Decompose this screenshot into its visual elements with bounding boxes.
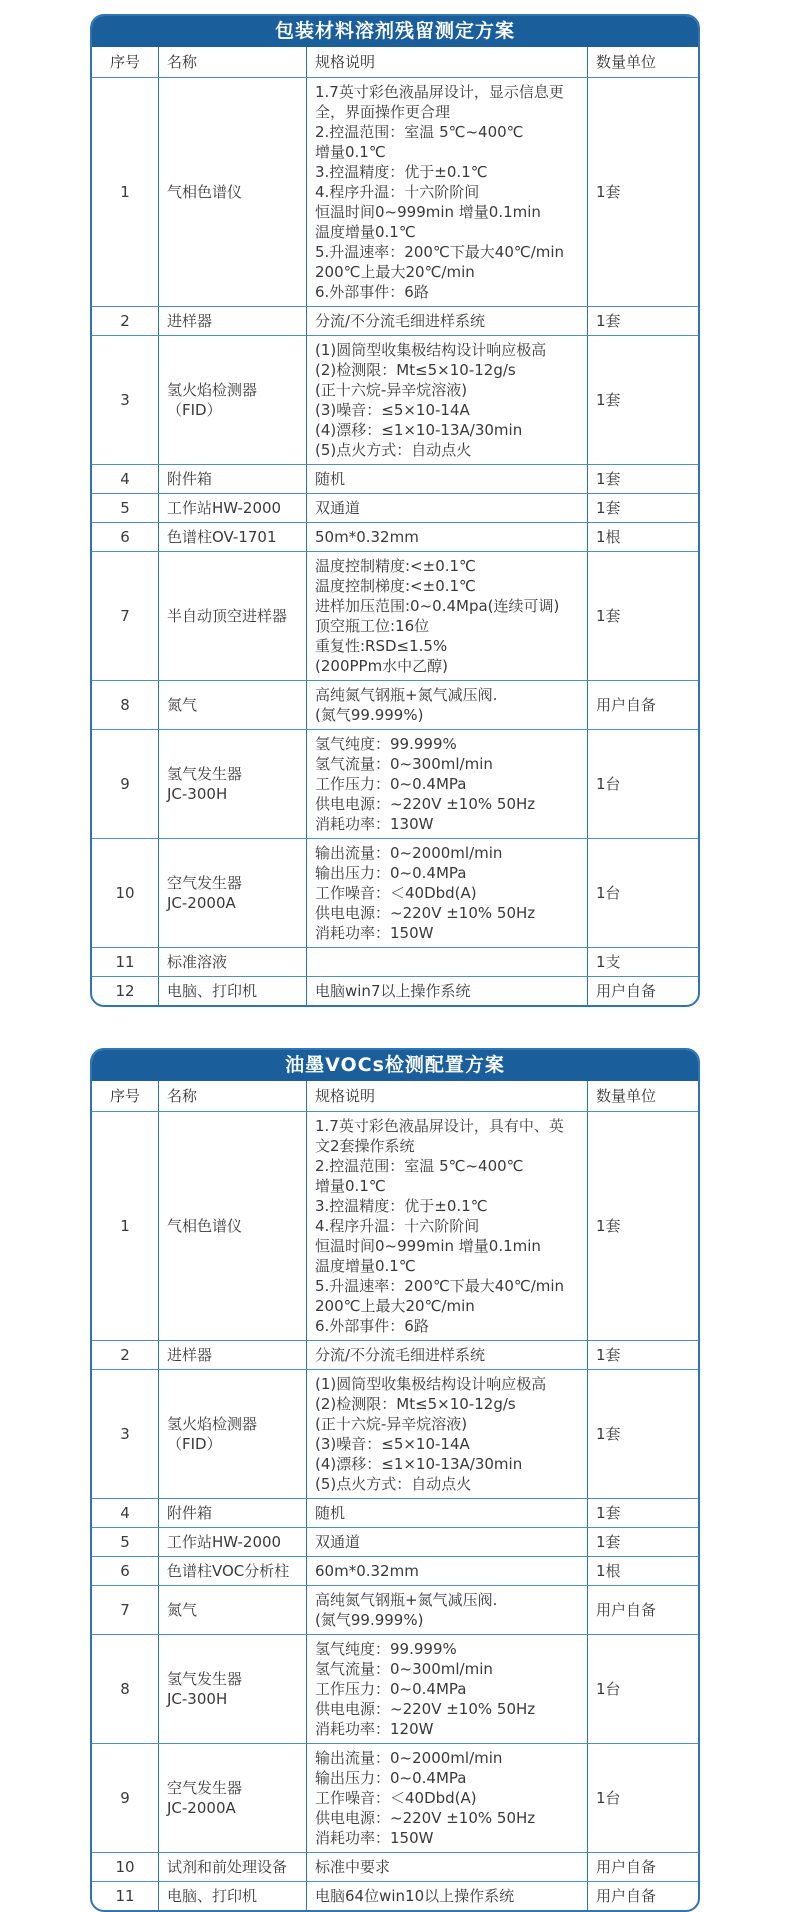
table-title: 包装材料溶剂残留测定方案 (92, 16, 698, 47)
spec-line: 温度增量0.1℃ (315, 1257, 416, 1275)
name-line: 进样器 (167, 312, 213, 330)
table-row (92, 1743, 698, 1852)
cell-index: 2 (120, 1346, 130, 1364)
name-line: 进样器 (167, 1346, 213, 1364)
name-line: 色谱柱OV-1701 (167, 528, 277, 546)
spec-line: 2.控温范围：室温 5℃~400℃ (315, 123, 524, 141)
cell-spec (306, 1744, 587, 1852)
spec-line: 5.升温速率：200℃下最大40℃/min (315, 243, 565, 261)
cell-quantity: 1套 (587, 78, 698, 306)
table-packaging-solvent-residue (90, 14, 700, 1007)
spec-line: (3)噪音：≤5×10-14A (315, 1435, 470, 1453)
cell-quantity: 1台 (587, 1744, 698, 1852)
column-header: 规格说明 (306, 47, 587, 77)
name-line: 氮气 (167, 1601, 198, 1619)
column-header: 数量单位 (587, 1081, 698, 1111)
cell-quantity: 1套 (587, 1341, 698, 1369)
spec-line: 随机 (315, 470, 346, 488)
cell-spec (306, 336, 587, 464)
table-ink-vocs-detection (90, 1048, 700, 1912)
name-line: JC-300H (167, 785, 228, 803)
spec-line: 供电电源：~220V ±10% 50Hz (315, 1700, 536, 1718)
name-line: 氢气发生器 (167, 1670, 243, 1688)
cell-spec (306, 1370, 587, 1498)
spec-line: 输出压力：0~0.4MPa (315, 1769, 467, 1787)
cell-name (158, 552, 306, 680)
spec-line: 6.外部事件：6路 (315, 1317, 429, 1335)
spec-line: 输出压力：0~0.4MPa (315, 864, 467, 882)
cell-quantity: 1套 (587, 465, 698, 493)
spec-line: 双通道 (315, 499, 361, 517)
cell-index: 2 (120, 312, 130, 330)
spec-line: 温度控制梯度:<±0.1℃ (315, 577, 476, 595)
cell-name (158, 307, 306, 335)
spec-line: 60m*0.32mm (315, 1562, 419, 1580)
spec-line: 消耗功率：150W (315, 924, 434, 942)
cell-name (158, 1882, 306, 1910)
spec-line: 分流/不分流毛细进样系统 (315, 312, 486, 330)
spec-line: (正十六烷-异辛烷溶液) (315, 381, 468, 399)
spec-line: 输出流量：0~2000ml/min (315, 844, 503, 862)
cell-name (158, 1744, 306, 1852)
spec-line: 氢气流量：0~300ml/min (315, 755, 493, 773)
name-line: 色谱柱VOC分析柱 (167, 1562, 290, 1580)
cell-name (158, 730, 306, 838)
spec-line: (1)圆筒型收集极结构设计响应极高 (315, 1375, 547, 1393)
cell-quantity: 1套 (587, 552, 698, 680)
column-header: 序号 (109, 53, 140, 71)
spec-tables-container (0, 14, 790, 1912)
table-row (92, 306, 698, 335)
table-row (92, 1852, 698, 1881)
spec-line: 1.7英寸彩色液晶屏设计，具有中、英 (315, 1117, 564, 1135)
cell-quantity: 用户自备 (587, 1882, 698, 1910)
cell-spec (306, 1635, 587, 1743)
spec-line: 恒温时间0~999min 增量0.1min (315, 1237, 541, 1255)
cell-spec (306, 1882, 587, 1910)
spec-line: 双通道 (315, 1533, 361, 1551)
spec-line: 200℃上最大20℃/min (315, 263, 475, 281)
cell-quantity: 1套 (587, 1528, 698, 1556)
spec-line: 6.外部事件：6路 (315, 283, 429, 301)
cell-name (158, 977, 306, 1005)
cell-quantity: 用户自备 (587, 1586, 698, 1634)
cell-name (158, 523, 306, 551)
cell-index: 7 (120, 1601, 130, 1619)
cell-index: 5 (120, 499, 130, 517)
name-line: 氢火焰检测器（FID） (167, 1415, 258, 1453)
spec-line: 氢气流量：0~300ml/min (315, 1660, 493, 1678)
cell-spec (306, 78, 587, 306)
name-line: 试剂和前处理设备 (167, 1858, 288, 1876)
cell-name (158, 839, 306, 947)
cell-name (158, 1557, 306, 1585)
cell-quantity: 1台 (587, 839, 698, 947)
cell-index: 9 (120, 1789, 130, 1807)
name-line: JC-2000A (167, 1799, 236, 1817)
cell-index: 8 (120, 696, 130, 714)
spec-line: 氢气纯度：99.999% (315, 735, 457, 753)
name-line: 工作站HW-2000 (167, 1533, 282, 1551)
cell-name (158, 465, 306, 493)
spec-line: (5)点火方式：自动点火 (315, 1475, 472, 1493)
spec-line: 高纯氮气钢瓶+氮气减压阀. (315, 686, 498, 704)
table-row (92, 838, 698, 947)
name-line: 氢火焰检测器（FID） (167, 381, 258, 419)
table-row (92, 1556, 698, 1585)
table-row (92, 1369, 698, 1498)
spec-line: (2)检测限：Mt≤5×10-12g/s (315, 1395, 516, 1413)
cell-name (158, 1528, 306, 1556)
table-row (92, 1111, 698, 1340)
table-row (92, 729, 698, 838)
cell-index: 7 (120, 607, 130, 625)
cell-index: 1 (120, 1217, 130, 1235)
cell-name (158, 1635, 306, 1743)
spec-line: (200PPm水中乙醇) (315, 657, 449, 675)
name-line: 附件箱 (167, 1504, 213, 1522)
spec-line: 随机 (315, 1504, 346, 1522)
spec-line: 全，界面操作更合理 (315, 103, 451, 121)
spec-line: 4.程序升温：十六阶阶间 (315, 183, 480, 201)
cell-index: 9 (120, 775, 130, 793)
cell-quantity: 用户自备 (587, 681, 698, 729)
table-row (92, 680, 698, 729)
spec-line: 电脑win7以上操作系统 (315, 982, 471, 1000)
name-line: JC-2000A (167, 894, 236, 912)
name-line: 半自动顶空进样器 (167, 607, 288, 625)
spec-line: (正十六烷-异辛烷溶液) (315, 1415, 468, 1433)
table-row (92, 335, 698, 464)
spec-line: 工作噪音：＜40Dbd(A) (315, 884, 477, 902)
cell-name (158, 1586, 306, 1634)
cell-spec (306, 307, 587, 335)
cell-quantity: 1套 (587, 1499, 698, 1527)
cell-index: 4 (120, 470, 130, 488)
spec-line: 输出流量：0~2000ml/min (315, 1749, 503, 1767)
cell-name (158, 1112, 306, 1340)
cell-spec (306, 1112, 587, 1340)
spec-line: 标准中要求 (315, 1858, 391, 1876)
cell-spec (306, 977, 587, 1005)
spec-line: 温度增量0.1℃ (315, 223, 416, 241)
spec-line: 氢气纯度：99.999% (315, 1640, 457, 1658)
cell-spec (306, 681, 587, 729)
spec-line: (2)检测限：Mt≤5×10-12g/s (315, 361, 516, 379)
cell-quantity: 1套 (587, 494, 698, 522)
spec-line: 供电电源：~220V ±10% 50Hz (315, 904, 536, 922)
cell-name (158, 1499, 306, 1527)
spec-line: 2.控温范围：室温 5℃~400℃ (315, 1157, 524, 1175)
table-row (92, 77, 698, 306)
spec-line: 3.控温精度：优于±0.1℃ (315, 163, 488, 181)
cell-spec (306, 839, 587, 947)
cell-spec (306, 1853, 587, 1881)
cell-spec (306, 948, 587, 976)
cell-spec (306, 1586, 587, 1634)
cell-index: 5 (120, 1533, 130, 1551)
cell-name (158, 1853, 306, 1881)
cell-quantity: 1支 (587, 948, 698, 976)
cell-name (158, 1370, 306, 1498)
cell-spec (306, 1499, 587, 1527)
cell-index: 10 (115, 1858, 135, 1876)
spec-line: (3)噪音：≤5×10-14A (315, 401, 470, 419)
table-row (92, 1498, 698, 1527)
name-line: 电脑、打印机 (167, 1887, 258, 1905)
spec-line: 增量0.1℃ (315, 1177, 386, 1195)
spec-line: 200℃上最大20℃/min (315, 1297, 475, 1315)
column-header: 数量单位 (587, 47, 698, 77)
spec-line: 1.7英寸彩色液晶屏设计，显示信息更 (315, 83, 564, 101)
table-row (92, 1634, 698, 1743)
cell-spec (306, 465, 587, 493)
table-row (92, 976, 698, 1005)
spec-line: 进样加压范围:0~0.4Mpa(连续可调) (315, 597, 560, 615)
spec-line: 增量0.1℃ (315, 143, 386, 161)
spec-line: (氮气99.999%) (315, 1611, 424, 1629)
table-row (92, 1340, 698, 1369)
spec-line: 工作噪音：＜40Dbd(A) (315, 1789, 477, 1807)
cell-quantity: 1套 (587, 307, 698, 335)
cell-index: 11 (115, 953, 135, 971)
cell-index: 12 (115, 982, 135, 1000)
spec-line: (氮气99.999%) (315, 706, 424, 724)
cell-quantity: 1套 (587, 1370, 698, 1498)
name-line: 气相色谱仪 (167, 183, 243, 201)
cell-spec (306, 552, 587, 680)
spec-line: (4)漂移：≤1×10-13A/30min (315, 421, 523, 439)
name-line: 工作站HW-2000 (167, 499, 282, 517)
spec-line: 消耗功率：150W (315, 1829, 434, 1847)
spec-line: 消耗功率：130W (315, 815, 434, 833)
name-line: 空气发生器 (167, 874, 243, 892)
spec-line: 电脑64位win10以上操作系统 (315, 1887, 515, 1905)
cell-quantity: 1根 (587, 523, 698, 551)
cell-index: 8 (120, 1680, 130, 1698)
spec-line: (1)圆筒型收集极结构设计响应极高 (315, 341, 547, 359)
spec-line: 4.程序升温：十六阶阶间 (315, 1217, 480, 1235)
column-header: 规格说明 (306, 1081, 587, 1111)
table-header-row (92, 1081, 698, 1111)
table-row (92, 947, 698, 976)
table-row (92, 1527, 698, 1556)
table-row (92, 551, 698, 680)
spec-line: 顶空瓶工位:16位 (315, 617, 430, 635)
cell-name (158, 948, 306, 976)
spec-line: 供电电源：~220V ±10% 50Hz (315, 795, 536, 813)
column-header: 名称 (158, 1081, 306, 1111)
spec-line: (5)点火方式：自动点火 (315, 441, 472, 459)
cell-spec (306, 730, 587, 838)
spec-line: 分流/不分流毛细进样系统 (315, 1346, 486, 1364)
cell-quantity: 1套 (587, 336, 698, 464)
spec-line: 3.控温精度：优于±0.1℃ (315, 1197, 488, 1215)
cell-index: 3 (120, 391, 130, 409)
cell-quantity: 1台 (587, 1635, 698, 1743)
cell-spec (306, 1557, 587, 1585)
cell-name (158, 1341, 306, 1369)
column-header: 序号 (109, 1087, 140, 1105)
spec-line: 高纯氮气钢瓶+氮气减压阀. (315, 1591, 498, 1609)
spec-line: 恒温时间0~999min 增量0.1min (315, 203, 541, 221)
cell-index: 11 (115, 1887, 135, 1905)
name-line: 附件箱 (167, 470, 213, 488)
name-line: 空气发生器 (167, 1779, 243, 1797)
cell-index: 6 (120, 528, 130, 546)
cell-quantity: 用户自备 (587, 977, 698, 1005)
cell-quantity: 1套 (587, 1112, 698, 1340)
table-row (92, 1881, 698, 1910)
name-line: 氮气 (167, 696, 198, 714)
table-row (92, 522, 698, 551)
spec-line: 文2套操作系统 (315, 1137, 415, 1155)
cell-index: 4 (120, 1504, 130, 1522)
spec-line: 工作压力：0~0.4MPa (315, 775, 467, 793)
table-row (92, 464, 698, 493)
column-header: 名称 (158, 47, 306, 77)
cell-quantity: 用户自备 (587, 1853, 698, 1881)
spec-line: 消耗功率：120W (315, 1720, 434, 1738)
spec-line: 温度控制精度:<±0.1℃ (315, 557, 476, 575)
cell-name (158, 78, 306, 306)
cell-index: 10 (115, 884, 135, 902)
cell-index: 6 (120, 1562, 130, 1580)
cell-quantity: 1根 (587, 1557, 698, 1585)
name-line: 电脑、打印机 (167, 982, 258, 1000)
cell-index: 3 (120, 1425, 130, 1443)
cell-spec (306, 523, 587, 551)
cell-spec (306, 494, 587, 522)
cell-spec (306, 1528, 587, 1556)
cell-index: 1 (120, 183, 130, 201)
spec-line: 50m*0.32mm (315, 528, 419, 546)
spec-line: 供电电源：~220V ±10% 50Hz (315, 1809, 536, 1827)
spec-line: 重复性:RSD≤1.5% (315, 637, 448, 655)
cell-spec (306, 1341, 587, 1369)
table-row (92, 1585, 698, 1634)
name-line: 气相色谱仪 (167, 1217, 243, 1235)
table-row (92, 493, 698, 522)
name-line: JC-300H (167, 1690, 228, 1708)
table-header-row (92, 47, 698, 77)
name-line: 氢气发生器 (167, 765, 243, 783)
spec-line: 5.升温速率：200℃下最大40℃/min (315, 1277, 565, 1295)
name-line: 标准溶液 (167, 953, 228, 971)
table-title: 油墨VOCs检测配置方案 (92, 1050, 698, 1081)
spec-line: 工作压力：0~0.4MPa (315, 1680, 467, 1698)
cell-name (158, 494, 306, 522)
cell-name (158, 336, 306, 464)
cell-name (158, 681, 306, 729)
cell-quantity: 1台 (587, 730, 698, 838)
spec-line: (4)漂移：≤1×10-13A/30min (315, 1455, 523, 1473)
